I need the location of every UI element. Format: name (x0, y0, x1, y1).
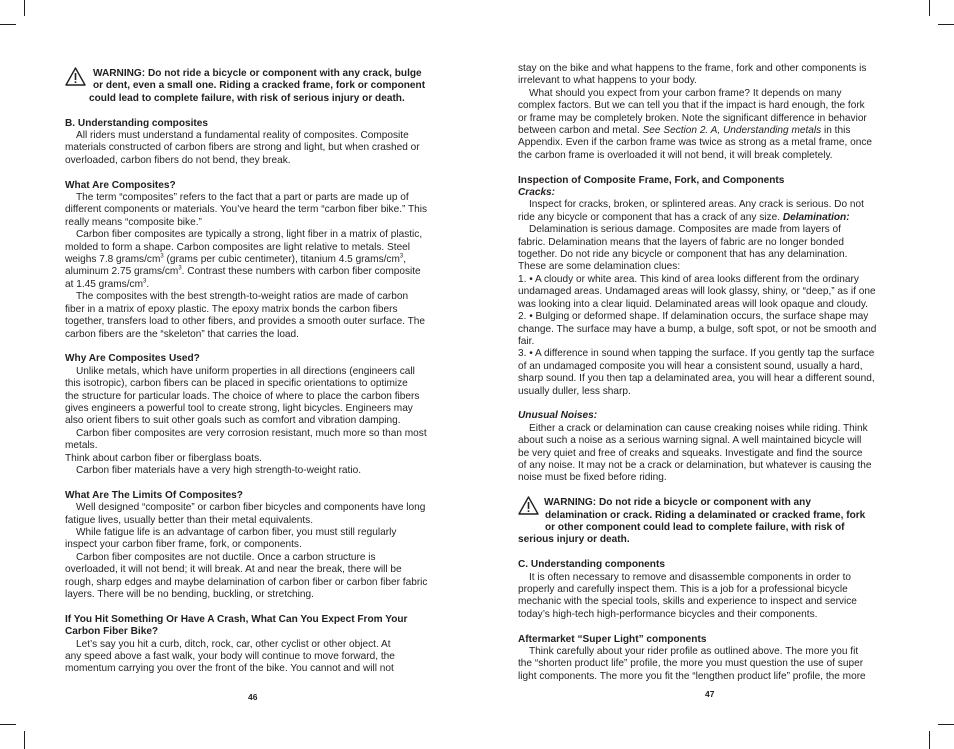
paragraph-line: Let’s say you hit a curb, ditch, rock, car, other cyclist or other object. At (76, 638, 391, 650)
paragraph-line: sharp sound. If you then tap a delaminated area, you will hear a different sound, (518, 373, 875, 385)
paragraph-line: of an undamaged composite you will hear a consistent sound, usually a hard, (518, 360, 863, 372)
paragraph-line: be very quiet and free of creaks and squeaks. Investigate and find the source (518, 447, 863, 459)
paragraph-line: momentum carrying you over the front of the bike. You cannot and will not (65, 663, 394, 675)
right-page-column (518, 63, 886, 683)
paragraph-line: All riders must understand a fundamental reality of composites. Composite (76, 130, 409, 142)
paragraph-line: irrelevant to what happens to your body. (518, 75, 697, 87)
paragraph-line: The composites with the best strength-to-weight ratios are made of carbon (76, 291, 409, 303)
paragraph-line: Inspect for cracks, broken, or splintered areas. Any crack is serious. Do not (529, 199, 864, 211)
paragraph-line: 2. • Bulging or deformed shape. If delamination occurs, the surface shape may (518, 311, 869, 323)
crop-mark-top-right-v (929, 0, 930, 16)
section-heading: What Are The Limits Of Composites? (65, 489, 243, 501)
paragraph-line: of any noise. It may not be a crack or delamination, but whatever is causing the (518, 459, 872, 471)
paragraph-line: change. The surface may have a bump, a bulge, soft spot, or not be smooth and (518, 323, 877, 335)
paragraph-line: Well designed “composite” or carbon fiber bicycles and components have long (76, 502, 426, 514)
page-number: 47 (705, 689, 715, 699)
crop-mark-top-left-v (24, 0, 25, 16)
paragraph-line: mechanic with the special tools, skills and experience to inspect and service (518, 596, 857, 608)
section-heading: If You Hit Something Or Have A Crash, What Can You Expect From Your (65, 613, 408, 625)
paragraph-line: It is often necessary to remove and disassemble components in order to (529, 571, 852, 583)
crop-mark-top-left-h (0, 24, 16, 25)
paragraph-line: between carbon and metal. See Section 2. A, Understanding metals in this (518, 125, 851, 137)
warning-line: WARNING: Do not ride a bicycle or component with any crack, bulge (93, 68, 422, 79)
paragraph-line: fair. (518, 335, 535, 347)
warning-line: delamination or crack. Riding a delaminated or cracked frame, fork (545, 509, 866, 521)
warning-box (65, 68, 437, 105)
warning-box (518, 497, 886, 547)
paragraph-line: was looking into a clear liquid. Delaminated areas will look opaque and cloudy. (518, 298, 868, 310)
paragraph-line: metals. (65, 440, 98, 452)
warning-line: or other component could lead to complete failure, with risk of (545, 521, 845, 533)
paragraph-line: Unlike metals, which have uniform properties in all directions (engineers call (76, 365, 415, 377)
paragraph-line: overloaded, carbon fibers do not bend, they break. (65, 154, 291, 166)
paragraph-line: the carbon frame is overloaded it will not bend, it will break completely. (518, 149, 833, 161)
paragraph-line: Carbon fiber composites are typically a strong, light fiber in a matrix of plastic, (76, 229, 423, 241)
paragraph-line: Either a crack or delamination can cause creaking noises while riding. Think (529, 422, 868, 434)
warning-triangle-icon (65, 67, 86, 86)
paragraph-line: noise must be fixed before riding. (518, 472, 667, 484)
paragraph-line: Carbon fiber materials have a very high strength-to-weight ratio. (76, 464, 362, 476)
paragraph-line: this isotropic), carbon fibers can be placed in specific orientations to optimize (65, 378, 408, 390)
paragraph-line: inspect your carbon fiber frame, fork, or components. (65, 539, 302, 551)
paragraph-line: 1. • A cloudy or white area. This kind of area looks different from the ordinary (518, 273, 859, 285)
warning-line: or dent, even a small one. Riding a cracked frame, fork or component (93, 80, 426, 92)
paragraph-line: together, transfers load to other fibers, and provides a smooth outer surface. The (65, 316, 426, 328)
crop-mark-bottom-right-v (929, 731, 930, 749)
paragraph-line: the “shorten product life” profile, the more you must question the use of super (518, 658, 864, 670)
paragraph-line: gives engineers a powerful tool to create strong, light bicycles. Engineers may (65, 402, 413, 414)
paragraph-line: carbon fibers are the “skeleton” that carries the load. (65, 328, 299, 340)
subheading: Unusual Noises: (518, 410, 598, 422)
paragraph-line: fatigue lives, usually better than their metal equivalents. (65, 514, 313, 526)
paragraph-line: Delamination is serious damage. Composites are made from layers of (529, 224, 841, 236)
paragraph-line: What should you expect from your carbon frame? It depends on many (529, 87, 842, 99)
paragraph-line: Think carefully about your rider profile as outlined above. The more you fit (529, 646, 859, 658)
warning-line: serious injury or death. (518, 534, 630, 546)
paragraph-line: overloaded, it will not bend; it will break. At and near the break, there will be (65, 564, 402, 576)
page-number: 46 (248, 692, 258, 702)
section-heading: What Are Composites? (65, 179, 176, 191)
paragraph-line: the structure for particular loads. The choice of where to place the carbon fibers (65, 390, 420, 402)
paragraph-line: Carbon fiber composites are very corrosion resistant, much more so than most (76, 427, 427, 439)
paragraph-line: aluminum 2.75 grams/$cm^3$. Contrast these numbers with carbon fiber composite (65, 266, 421, 278)
paragraph-line: Think about carbon fiber or fiberglass boats. (65, 452, 262, 464)
paragraph-line: The term “composites” refers to the fact that a part or parts are made up of (76, 192, 409, 204)
crop-mark-bottom-left-v (24, 731, 25, 749)
section-heading: Inspection of Composite Frame, Fork, and Components (518, 174, 785, 186)
crop-mark-bottom-right-h (938, 724, 954, 725)
paragraph-line: or frame may be completely broken. Note the significant difference in behavior (518, 112, 867, 124)
paragraph-line: These are some delamination clues: (518, 261, 681, 273)
subheading: Cracks: (518, 187, 556, 199)
paragraph-line: molded to form a shape. Carbon composites are light relative to metals. Steel (65, 241, 411, 253)
paragraph-line: stay on the bike and what happens to the frame, fork and other components is (518, 63, 867, 74)
warning-triangle-icon (518, 496, 539, 515)
section-heading: Aftermarket “Super Light” components (518, 633, 707, 645)
paragraph-line: Appendix. Even if the carbon frame was twice as strong as a metal frame, once (518, 137, 873, 149)
paragraph-line: different components or materials. You’ve heard the term “carbon fiber bike.” This (65, 204, 428, 216)
paragraph-line: really means “composite bike.” (65, 216, 202, 228)
paragraph-line: also orient fibers to suit other goals such as comfort and vibration damping. (65, 415, 401, 427)
paragraph-line: ride any bicycle or component that has a crack of any size. Delamination: (518, 211, 850, 223)
paragraph-line: about such a noise as a serious warning signal. A well maintained bicycle will (518, 435, 862, 447)
warning-line: could lead to complete failure, with risk of serious injury or death. (89, 92, 405, 104)
section-heading: Why Are Composites Used? (65, 353, 200, 365)
paragraph-line: undamaged areas. Undamaged areas will look glassy, shiny, or “deep,” as if one (518, 286, 876, 298)
section-heading: C. Understanding components (518, 559, 665, 571)
paragraph-line: materials constructed of carbon fibers are strong and light, but when crashed or (65, 142, 420, 154)
paragraph-line: at 1.45 grams/$cm^3$. (65, 278, 150, 290)
paragraph-line: fiber in a matrix of epoxy plastic. The epoxy matrix bonds the carbon fibers (65, 303, 398, 315)
paragraph-line: fabric. Delamination means that the layers of fabric are no longer bonded (518, 236, 844, 248)
crop-mark-top-right-h (938, 24, 954, 25)
left-page-column (65, 68, 437, 676)
paragraph-line: usually duller, less sharp. (518, 385, 631, 397)
paragraph-line: weighs 7.8 grams/$cm^3$ (grams per cubic centimeter), titanium 4.5 grams/$cm^3$, (65, 253, 407, 266)
paragraph-line: 3. • A difference in sound when tapping the surface. If you gently tap the surface (518, 348, 875, 360)
paragraph-line: layers. There will be no bending, buckling, or stretching. (65, 589, 314, 600)
paragraph-line: While fatigue life is an advantage of carbon fiber, you must still regularly (76, 526, 397, 538)
paragraph-line: light components. The more you fit the “lengthen product life” profile, the more (518, 670, 866, 682)
paragraph-line: today’s high-tech high-performance bicycles and their components. (518, 608, 818, 620)
paragraph-line: together. Do not ride any bicycle or component that has any delamination. (518, 249, 848, 261)
paragraph-line: properly and carefully inspect them. This is a job for a professional bicycle (518, 584, 848, 595)
paragraph-line: Carbon fiber composites are not ductile. Once a carbon structure is (76, 551, 376, 563)
section-heading: B. Understanding composites (65, 117, 209, 129)
section-heading: Carbon Fiber Bike? (65, 626, 159, 638)
paragraph-line: rough, sharp edges and maybe delamination of carbon fiber or carbon fiber fabric (65, 576, 428, 588)
crop-mark-bottom-left-h (0, 724, 16, 725)
paragraph-line: complex factors. But we can tell you that if the impact is hard enough, the fork (518, 100, 865, 112)
warning-line: WARNING: Do not ride a bicycle or component with any (544, 497, 811, 509)
paragraph-line: any speed above a fast walk, your body will continue to move forward, the (65, 651, 395, 663)
